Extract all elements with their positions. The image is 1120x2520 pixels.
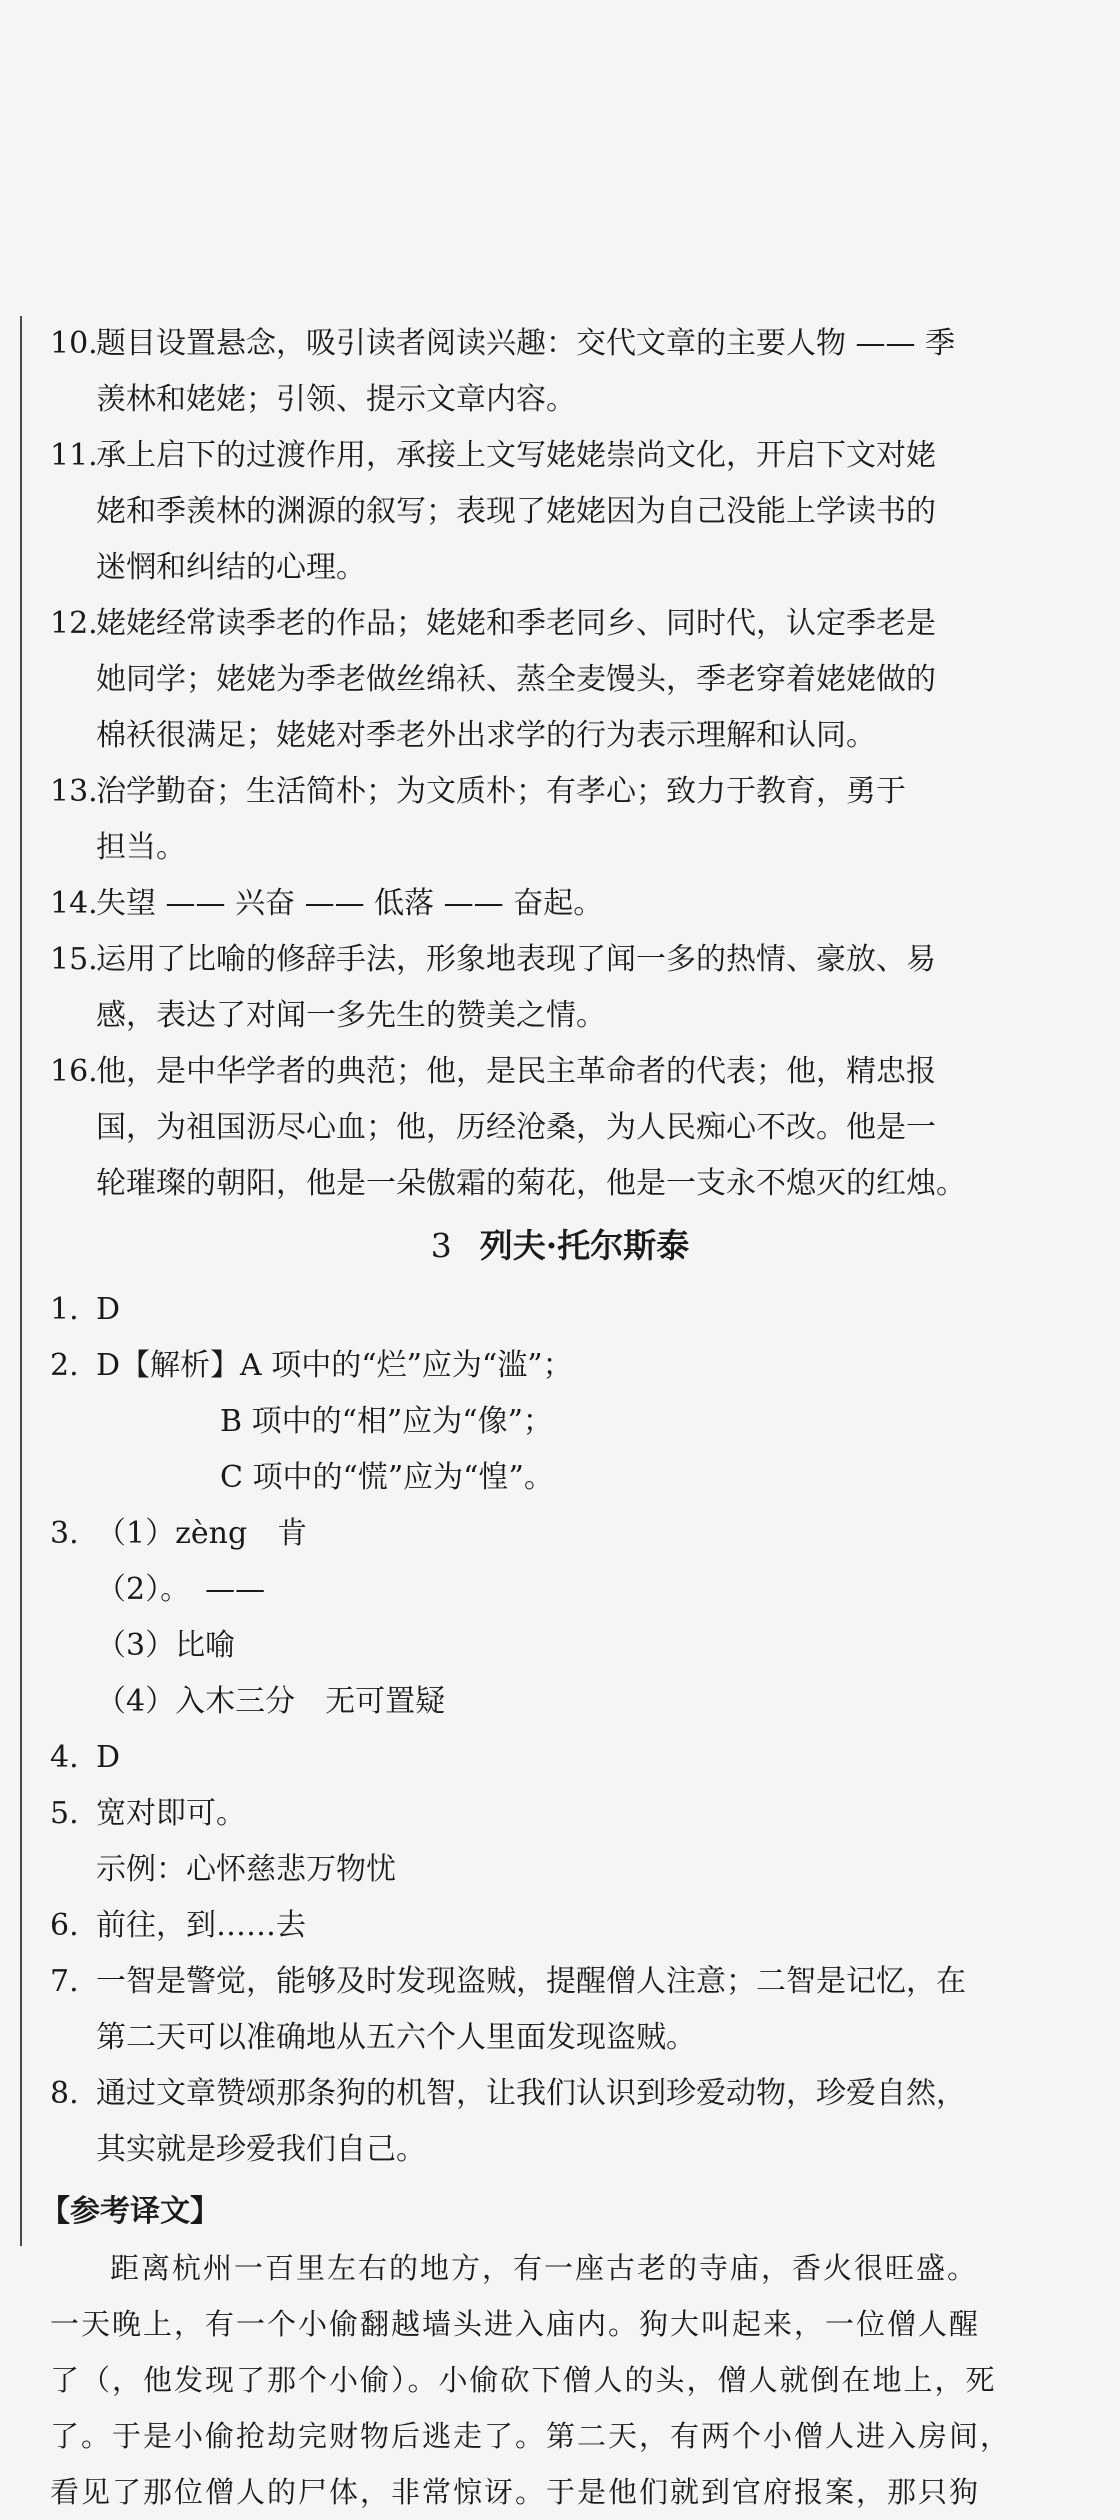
answer-line: 承上启下的过渡作用，承接上文写姥姥崇尚文化，开启下文对姥 (96, 438, 936, 473)
answer-line: 姥姥经常读季老的作品；姥姥和季老同乡、同时代，认定季老是 (96, 606, 936, 641)
answer-line: 治学勤奋；生活简朴；为文质朴；有孝心；致力于教育，勇于 (96, 774, 906, 809)
answer-item (0, 932, 1120, 1044)
answer-number: 16. (50, 1054, 98, 1089)
answer-line: D (96, 1740, 121, 1775)
answer-number: 8. (50, 2076, 79, 2111)
answer-line: （4）入木三分 无可置疑 (96, 1684, 446, 1719)
answer-line: 姥和季羡林的渊源的叙写；表现了姥姥因为自己没能上学读书的 (96, 494, 936, 529)
translation-line: 看见了那位僧人的尸体，非常惊讶。于是他们就到官府报案，那只狗 (50, 2475, 981, 2509)
answer-item (0, 1730, 1120, 1786)
answer-number: 3. (50, 1516, 79, 1551)
translation-line: 了（，他发现了那个小偷）。小偷砍下僧人的头，僧人就倒在地上，死 (50, 2363, 997, 2397)
section-number: 3 (430, 1226, 452, 1265)
answer-number: 14. (50, 886, 98, 921)
answer-line: 羡林和姥姥；引领、提示文章内容。 (96, 382, 576, 417)
answer-line: 通过文章赞颂那条狗的机智，让我们认识到珍爱动物，珍爱自然， (96, 2076, 966, 2111)
answer-line: 棉袄很满足；姥姥对季老外出求学的行为表示理解和认同。 (96, 718, 876, 753)
answer-line: 迷惘和纠结的心理。 (96, 550, 366, 585)
answer-page (0, 316, 1120, 2520)
answer-line: 她同学；姥姥为季老做丝绵袄、蒸全麦馒头，季老穿着姥姥做的 (96, 662, 936, 697)
answer-item (0, 1506, 1120, 1730)
answer-item (0, 428, 1120, 596)
answer-number: 11. (50, 438, 98, 473)
answer-number: 4. (50, 1740, 79, 1775)
answer-line: 国，为祖国沥尽心血；他，历经沧桑，为人民痴心不改。他是一 (96, 1110, 936, 1145)
translation-line: 距离杭州一百里左右的地方，有一座古老的寺庙，香火很旺盛。 (110, 2251, 979, 2285)
answer-item (0, 596, 1120, 764)
answer-line: 失望 —— 兴奋 —— 低落 —— 奋起。 (96, 886, 604, 921)
answer-line: 一智是警觉，能够及时发现盗贼，提醒僧人注意；二智是记忆，在 (96, 1964, 966, 1999)
section-title: 列夫·托尔斯泰 (479, 1226, 690, 1265)
section-heading (0, 1218, 1120, 1274)
answer-item (0, 876, 1120, 932)
answer-number: 13. (50, 774, 98, 809)
answer-line: 第二天可以准确地从五六个人里面发现盗贼。 (96, 2020, 696, 2055)
answer-line: 其实就是珍爱我们自己。 (96, 2132, 426, 2167)
translation-line: 了。于是小偷抢劫完财物后逃走了。第二天，有两个小僧人进入房间， (50, 2419, 1012, 2453)
answer-item (0, 1786, 1120, 1898)
translation-title: 【参考译文】 (40, 2194, 220, 2229)
answer-line: （2）。 —— (96, 1572, 266, 1607)
answer-subline: B 项中的“相”应为“像”； (220, 1404, 553, 1439)
answer-line: 前往，到……去 (96, 1908, 306, 1943)
answer-number: 15. (50, 942, 98, 977)
answer-item (0, 1338, 1120, 1506)
answer-number: 10. (50, 326, 98, 361)
answers-part1 (0, 316, 1120, 1212)
answer-subline: C 项中的“慌”应为“惶”。 (220, 1460, 554, 1495)
answer-line: D【解析】A 项中的“烂”应为“滥”； (96, 1348, 573, 1383)
translation-line: 一天晚上，有一个小偷翻越墙头进入庙内。狗大叫起来，一位僧人醒 (50, 2307, 981, 2341)
translation-body (0, 2240, 1120, 2520)
answer-number: 2. (50, 1348, 79, 1383)
answer-number: 12. (50, 606, 98, 641)
answer-line: 感，表达了对闻一多先生的赞美之情。 (96, 998, 606, 1033)
answer-item (0, 1044, 1120, 1212)
answer-item (0, 1282, 1120, 1338)
answer-item (0, 316, 1120, 428)
answer-line: 他，是中华学者的典范；他，是民主革命者的代表；他，精忠报 (96, 1054, 936, 1089)
answer-item (0, 2066, 1120, 2178)
answer-number: 5. (50, 1796, 79, 1831)
answer-line: 示例：心怀慈悲万物忧 (96, 1852, 396, 1887)
answer-number: 6. (50, 1908, 79, 1943)
answer-line: （3）比喻 (96, 1628, 236, 1663)
answer-line: 宽对即可。 (96, 1796, 246, 1831)
answer-line: 担当。 (96, 830, 186, 865)
answer-line: 轮璀璨的朝阳，他是一朵傲霜的菊花，他是一支永不熄灭的红烛。 (96, 1166, 966, 1201)
answer-line: D (96, 1292, 121, 1327)
answer-line: 题目设置悬念，吸引读者阅读兴趣：交代文章的主要人物 —— 季 (96, 326, 956, 361)
answer-line: （1）zèng 肯 (96, 1516, 308, 1551)
answer-item (0, 1954, 1120, 2066)
answers-part2 (0, 1282, 1120, 2178)
answer-item (0, 764, 1120, 876)
answer-line: 运用了比喻的修辞手法，形象地表现了闻一多的热情、豪放、易 (96, 942, 936, 977)
answer-item (0, 1898, 1120, 1954)
answer-number: 1. (50, 1292, 79, 1327)
answer-number: 7. (50, 1964, 79, 1999)
